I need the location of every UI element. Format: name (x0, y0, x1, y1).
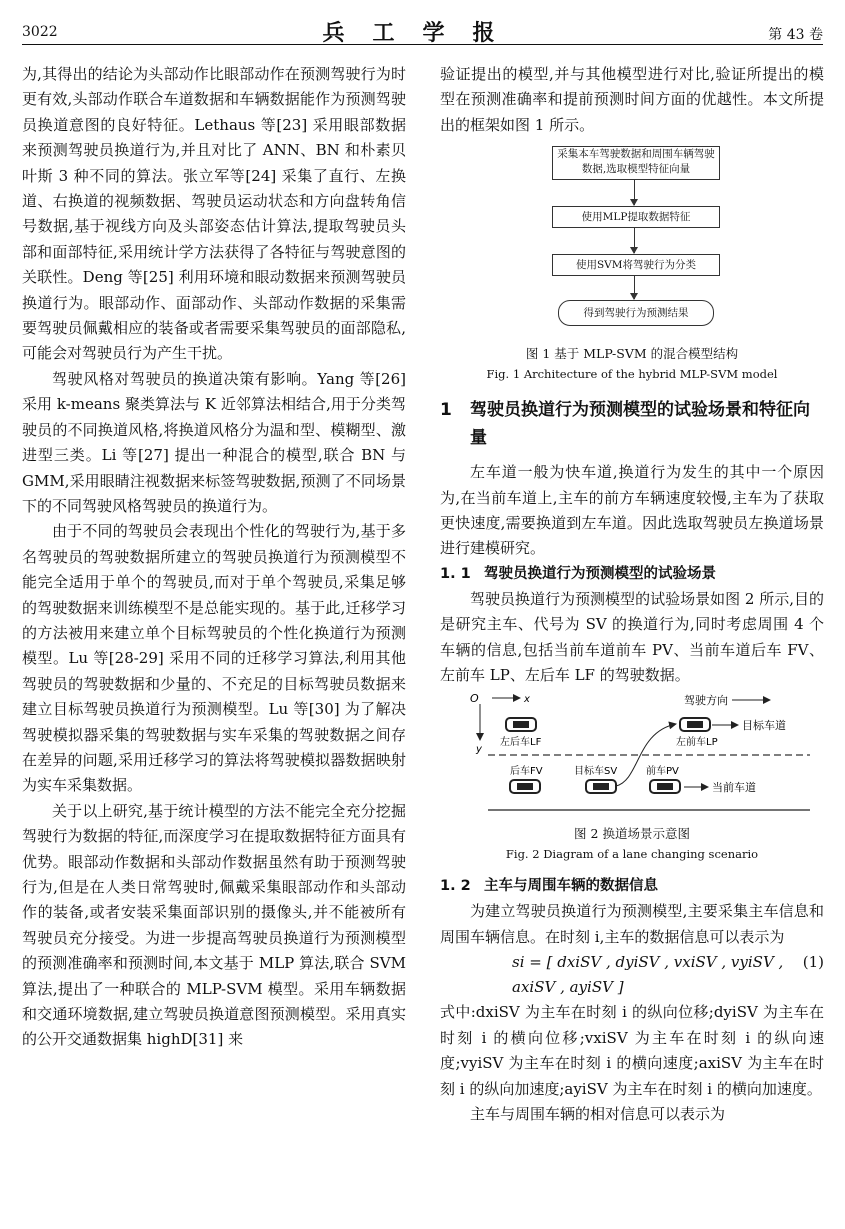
paragraph: 驾驶风格对驾驶员的换道决策有影响。Yang 等[26] 采用 k-means 聚类算法与 K 近邻算法相结合,用于分类驾驶员的不同换道风格,将换道风格分为温和型、模糊型、激进型三类。Li 等[27] 提出一种混合的模型,联合 BN 与 GMM,采用眼睛注视数据来标签驾驶数据,预测了不同场景下的不同驾驶风格驾驶员的换道行为。 (22, 369, 406, 515)
car-lf-icon (506, 718, 536, 731)
lane-scene-svg (440, 692, 824, 822)
lp-label: 左前车LP (676, 737, 718, 749)
paragraph: 为,其得出的结论为头部动作比眼部动作在预测驾驶行为时更有效,头部动作联合车道数据和车辆数据能作为预测驾驶员换道意图的良好特征。Lethaus 等[23] 采用眼部数据来预测驾驶员换道行为,并且对比了 ANN、BN 和朴素贝叶斯 3 种不同的算法。张立军等[24] 采集了直行、左换道、右换道的视频数据、驾驶员运动状态和方向盘转角信号数据,基于视线方向及头部姿态估计算法,提取驾驶员头部和面部特征,采用统计学方法获得了各特征与驾驶意图的关联性。Deng 等[25] 利用环境和眼动数据来预测驾驶员换道行为。眼部动作、面部动作、头部动作数据的采集需要驾驶员佩戴相应的装备或者需要采集驾驶员的面部隐私,可能会对驾驶员行为产生干扰。 (22, 65, 406, 363)
flow-box-collect: 采集本车驾驶数据和周围车辆驾驶数据,选取模型特征向量 (552, 146, 720, 180)
fv-label: 后车FV (510, 766, 543, 778)
flow-box-svm: 使用SVM将驾驶行为分类 (552, 254, 720, 276)
current-lane-label: 当前车道 (712, 781, 756, 795)
figure-1-flowchart (440, 144, 824, 344)
paragraph: 验证提出的模型,并与其他模型进行对比,验证所提出的模型在预测准确率和提前预测时间方面的优越性。本文所提出的框架如图 1 所示。 (440, 65, 824, 134)
header-rule (22, 44, 823, 45)
car-fv-icon (510, 780, 540, 793)
figure-1-caption: 图 1 基于 MLP-SVM 的混合模型结构 (525, 346, 739, 362)
equation-1-body: si = [ dxiSV , dyiSV , vxiSV , vyiSV , axiSV , ayiSV ] (512, 953, 784, 997)
right-column (440, 62, 824, 1127)
sv-label: 目标车SV (574, 766, 618, 778)
subsection-1-2-heading: 1. 2 主车与周围车辆的数据信息 (440, 878, 658, 895)
flow-arrow (634, 179, 635, 205)
x-axis-label: x (524, 694, 530, 706)
section-1-heading: 1 驾驶员换道行为预测模型的试验场景和特征向量 (440, 400, 810, 449)
car-pv-icon (650, 780, 680, 793)
paragraph: 驾驶员换道行为预测模型的试验场景如图 2 所示,目的是研究主车、代号为 SV 的换道行为,同时考虑周围 4 个车辆的信息,包括当前车道前车 PV、当前车道后车 FV、左前车 LP、左后车 LF 的驾驶数据。 (440, 589, 824, 685)
flow-arrow (634, 227, 635, 253)
figure-2-caption: 图 2 换道场景示意图 (574, 826, 690, 842)
page-number: 3022 (22, 24, 58, 40)
lf-label: 左后车LF (500, 737, 542, 749)
figure-1-caption-en: Fig. 1 Architecture of the hybrid MLP-SVM model (486, 367, 778, 382)
left-column (22, 62, 406, 1053)
pv-label: 前车PV (646, 766, 679, 778)
paragraph: 由于不同的驾驶员会表现出个性化的驾驶行为,基于多名驾驶员的驾驶数据所建立的驾驶员换道行为预测模型不能完全适用于单个的驾驶员,而对于单个驾驶员,采集足够的驾驶数据来训练模型不是总能实现的。基于此,迁移学习的方法被用来建立单个目标驾驶员的个性化换道行为预测模型。Lu 等[28-29] 采用不同的迁移学习算法,利用其他驾驶员的驾驶数据和少量的、不充足的目标驾驶员数据来建立目标驾驶员换道行为预测模型。Lu 等[30] 为了解决驾驶模拟器采集的驾驶数据与实车采集的驾驶数据之间存在差异的问题,采用迁移学习的算法将驾驶模拟器数据映射为实车采集数据。 (22, 522, 406, 795)
origin-label: O (470, 692, 479, 706)
equation-1 (440, 950, 824, 1000)
flow-box-result: 得到驾驶行为预测结果 (558, 300, 714, 326)
drive-direction-label: 驾驶方向 (684, 694, 728, 708)
journal-title: 兵工学报 (322, 20, 523, 46)
car-sv-icon (586, 780, 616, 793)
target-lane-label: 目标车道 (742, 719, 786, 733)
volume-label: 第 43 卷 (768, 27, 823, 43)
paragraph: 关于以上研究,基于统计模型的方法不能完全充分挖掘驾驶行为数据的特征,而深度学习在提取数据特征方面具有优势。眼部动作数据和头部动作数据虽然有助于预测驾驶行为,但是在人类日常驾驶时,佩戴采集眼部动作和头部动作的装备,或者安装采集面部识别的摄像头,并不能被所有驾驶员充分接受。为进一步提高驾驶员换道行为预测模型的预测准确率和预测时间,本文基于 MLP 算法,联合 SVM 算法,提出了一种联合的 MLP-SVM 模型。采用车辆数据和交通环境数据,建立驾驶员换道意图预测模型。采用真实的公开交通数据集 highD[31] 来 (22, 801, 406, 1049)
flow-arrow (634, 275, 635, 299)
figure-2-caption-en: Fig. 2 Diagram of a lane changing scenario (505, 847, 759, 862)
y-axis-label: y (476, 744, 482, 756)
page-header (22, 14, 823, 44)
paragraph: 主车与周围车辆的相对信息可以表示为 (470, 1104, 726, 1123)
car-lp-icon (680, 718, 710, 731)
paragraph: 为建立驾驶员换道行为预测模型,主要采集主车信息和周围车辆信息。在时刻 i,主车的数据信息可以表示为 (440, 902, 824, 946)
paragraph: 左车道一般为快车道,换道行为发生的其中一个原因为,在当前车道上,主车的前方车辆速度较慢,主车为了获取更快速度,需要换道到左车道。因此选取驾驶员左换道场景进行建模研究。 (440, 463, 824, 558)
equation-1-number: (1) (802, 953, 824, 972)
equation-1-description: 式中:dxiSV 为主车在时刻 i 的纵向位移;dyiSV 为主车在时刻 i 的横向位移;vxiSV 为主车在时刻 i 的纵向速度;vyiSV 为主车在时刻 i 的横向速度;axiSV 为主车在时刻 i 的纵向加速度;ayiSV 为主车在时刻 i 的横向加速度。 (440, 1003, 824, 1098)
figure-2-scene (440, 692, 824, 822)
subsection-1-1-heading: 1. 1 驾驶员换道行为预测模型的试验场景 (440, 565, 716, 582)
flow-box-mlp: 使用MLP提取数据特征 (552, 206, 720, 228)
